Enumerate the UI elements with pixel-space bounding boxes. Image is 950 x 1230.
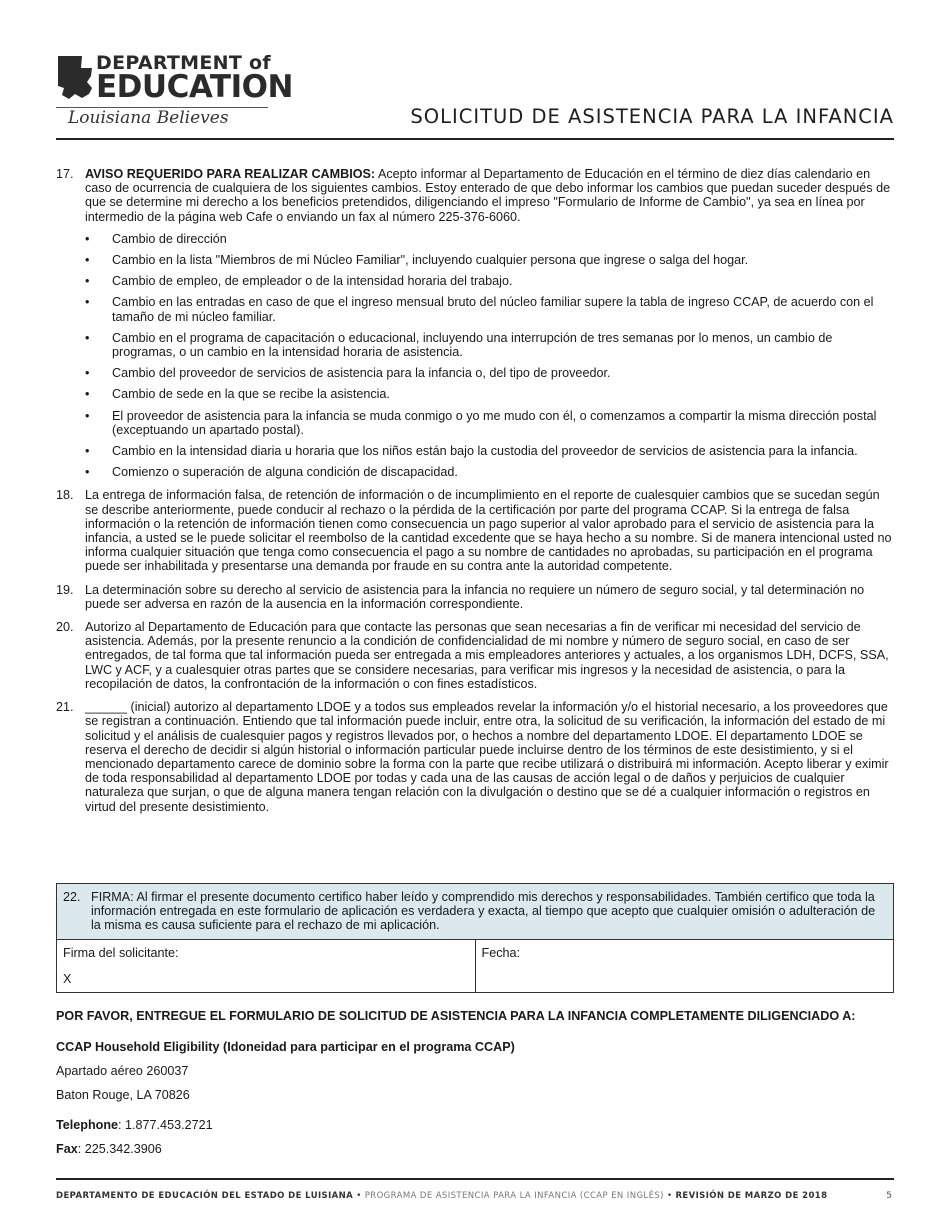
item-number: 18. — [56, 488, 74, 503]
item-number: 20. — [56, 620, 74, 635]
page-header — [56, 50, 894, 140]
applicant-signature-label: Firma del solicitante: — [63, 945, 179, 960]
telephone — [56, 1118, 213, 1132]
telephone-label: Telephone — [56, 1118, 119, 1132]
signature-text: FIRMA: Al firmar el presente documento certifico haber leído y comprendido mis derechos y responsabilidades. También certifico que toda la información entregada en este formulario de aplicación es verdadera y exacta, al tiempo que acepto que cualquier omisión o adulteración de la misma es causa suficiente para el rechazo de mi aplicación. — [91, 890, 876, 933]
item-number: 21. — [56, 700, 74, 715]
list-item: • El proveedor de asistencia para la infancia se muda conmigo o yo me mudo con él, o comenzamos a compartir la misma dirección postal (exceptuando un apartado postal). — [85, 409, 896, 437]
signature-mark: X — [63, 971, 72, 986]
item-17-heading: AVISO REQUERIDO PARA REALIZAR CAMBIOS: — [85, 167, 376, 181]
item-number: 17. — [56, 167, 74, 181]
item-17 — [56, 167, 896, 479]
fax — [56, 1142, 162, 1156]
louisiana-state-icon — [56, 54, 94, 102]
signature-box — [56, 883, 894, 993]
submit-org: CCAP Household Eligibility (Idoneidad para participar en el programa CCAP) — [56, 1040, 515, 1054]
list-item: • Cambio en la lista "Miembros de mi Núcleo Familiar", incluyendo cualquier persona que ingrese o salga del hogar. — [85, 253, 896, 267]
signature-fields — [57, 940, 893, 992]
item-20 — [56, 620, 896, 691]
item-19 — [56, 583, 896, 611]
list-item: • Cambio en la intensidad diaria u horaria que los niños están bajo la custodia del proveedor de servicios de asistencia para la infancia. — [85, 444, 896, 458]
page-number: 5 — [886, 1191, 892, 1201]
change-list — [85, 232, 896, 480]
logo-line1: DEPARTMENT of — [96, 52, 271, 74]
list-item: • Cambio en las entradas en caso de que el ingreso mensual bruto del núcleo familiar supere la tabla de ingreso CCAP, de acuerdo con el tamaño de mi núcleo familiar. — [85, 295, 896, 323]
footer-revision: REVISIÓN DE MARZO DE 2018 — [675, 1191, 828, 1201]
item-19-text: La determinación sobre su derecho al servicio de asistencia para la infancia no requiere un número de seguro social, y tal determinación no puede ser adversa en razón de la ausencia en la información correspondiente. — [85, 582, 865, 611]
item-18 — [56, 488, 896, 573]
list-item: • Comienzo o superación de alguna condición de discapacidad. — [85, 465, 896, 479]
date-label: Fecha: — [481, 945, 521, 960]
footer-separator: • — [353, 1191, 365, 1201]
footer-program: PROGRAMA DE ASISTENCIA PARA LA INFANCIA (CCAP EN INGLÉS) — [364, 1191, 664, 1201]
form-body — [56, 167, 896, 823]
list-item: • Cambio de empleo, de empleador o de la intensidad horaria del trabajo. — [85, 274, 896, 288]
page-footer — [56, 1178, 894, 1201]
item-17-text: Acepto informar al Departamento de Educación en el término de diez días calendario en caso de ocurrencia de cualquiera de los siguientes cambios. Estoy enterado de que debo informar los cambios que puedan suceder después de que se determine mi derecho a los beneficios pretendidos, diligenciando el impreso "Formulario de Informe de Cambio", ya sea en línea por intermedio de la página web Cafe o enviando un fax al número 225-376-6060. — [85, 167, 891, 224]
footer-department: DEPARTAMENTO DE EDUCACIÓN DEL ESTADO DE LUISIANA — [56, 1191, 354, 1201]
item-18-text: La entrega de información falsa, de retención de información o de incumplimiento en el reporte de cualesquier cambios que se sucedan según se describe anteriormente, puede conducir al rechazo o la pérdida de la certificación por parte del programa CCAP. Si la entrega de falsa información o la retención de información tienen como consecuencia un pago superior al valor aprobado para el servicio de asistencia para la infancia, a usted se le puede solicitar el reembolso de la cantidad excedente que se haya hecho a su nombre. Si de manera intencional usted no informa cualquier situación que tenga como consecuencia el pago a su nombre de cantidades no aprobadas, su participación en el programa puede ser inhabilitada y presentarse una demanda por fraude en su contra ante la autoridad competente. — [85, 488, 892, 574]
item-21 — [56, 700, 896, 814]
list-item: • Cambio de sede en la que se recibe la asistencia. — [85, 387, 896, 401]
list-item: • Cambio del proveedor de servicios de asistencia para la infancia o, del tipo de proveedor. — [85, 366, 896, 380]
item-21-text: ______ (inicial) autorizo al departamento LDOE y a todos sus empleados revelar la información y/o el historial necesario, a los proveedores que se registran a continuación. Entiendo que tal información puede incluir, entre otra, la solicitud de su verificación, la información del estado de mi solicitud y el análisis de cualesquier pagos y registros llevados por, o hechos a nombre del departamento LDOE. El departamento LDOE se reserva el derecho de decidir si algún historial o información particular puede incluirse dentro de los términos de este desistimiento, y si el mencionado departamento carece de dominio sobre la forma con la parte que recibe utilizará o distribuirá mi información. Acepto liberar y eximir de toda responsabilidad al departamento LDOE por todas y cada una de las causas de acción legal o de daños y perjuicios de cualquier naturaleza que surjan, o que de alguna manera tengan relación con la divulgación o destino que se dé a cualquier información o registros en virtud del presente desistimiento. — [85, 700, 889, 814]
telephone-value: : 1.877.453.2721 — [118, 1118, 213, 1132]
logo-tagline: Louisiana Believes — [68, 108, 229, 128]
applicant-signature-field[interactable] — [57, 940, 475, 992]
logo-line2: EDUCATION — [96, 69, 293, 105]
address-line-2: Baton Rouge, LA 70826 — [56, 1088, 190, 1102]
page-title: SOLICITUD DE ASISTENCIA PARA LA INFANCIA — [410, 105, 894, 128]
item-number: 22. — [63, 890, 81, 904]
item-20-text: Autorizo al Departamento de Educación para que contacte las personas que sean necesarias a fin de verificar mi necesidad del servicio de asistencia. Además, por la presente renuncio a la condición de confidencialidad de mi nombre y número de seguro social, en caso de ser entregados, de tal forma que tal información pueda ser entregada a mis empleadores anteriores y actuales, a los organismos LDH, DCFS, SSA, LWC y ACF, y a cualesquier otras partes que se considere necesarias, para verificar mis ingresos y la necesidad de asistencia, o para la recopilación de datos, la confrontación de la información o con fines estadísticos. — [85, 620, 889, 691]
date-field[interactable] — [475, 940, 894, 992]
fax-value: : 225.342.3906 — [77, 1142, 162, 1156]
list-item: • Cambio en el programa de capacitación o educacional, incluyendo una interrupción de tres semanas por lo menos, un cambio de programas, o un cambio en la intensidad horaria de asistencia. — [85, 331, 896, 359]
footer-text — [56, 1191, 827, 1201]
footer-separator: • — [663, 1191, 676, 1201]
fax-label: Fax — [56, 1142, 78, 1156]
address-line-1: Apartado aéreo 260037 — [56, 1064, 189, 1078]
list-item: • Cambio de dirección — [85, 232, 896, 246]
item-number: 19. — [56, 582, 74, 597]
signature-statement — [57, 884, 893, 940]
submit-heading: POR FAVOR, ENTREGUE EL FORMULARIO DE SOLICITUD DE ASISTENCIA PARA LA INFANCIA COMPLETAMENTE DILIGENCIADO A: — [56, 1009, 856, 1023]
department-logo — [56, 52, 293, 132]
